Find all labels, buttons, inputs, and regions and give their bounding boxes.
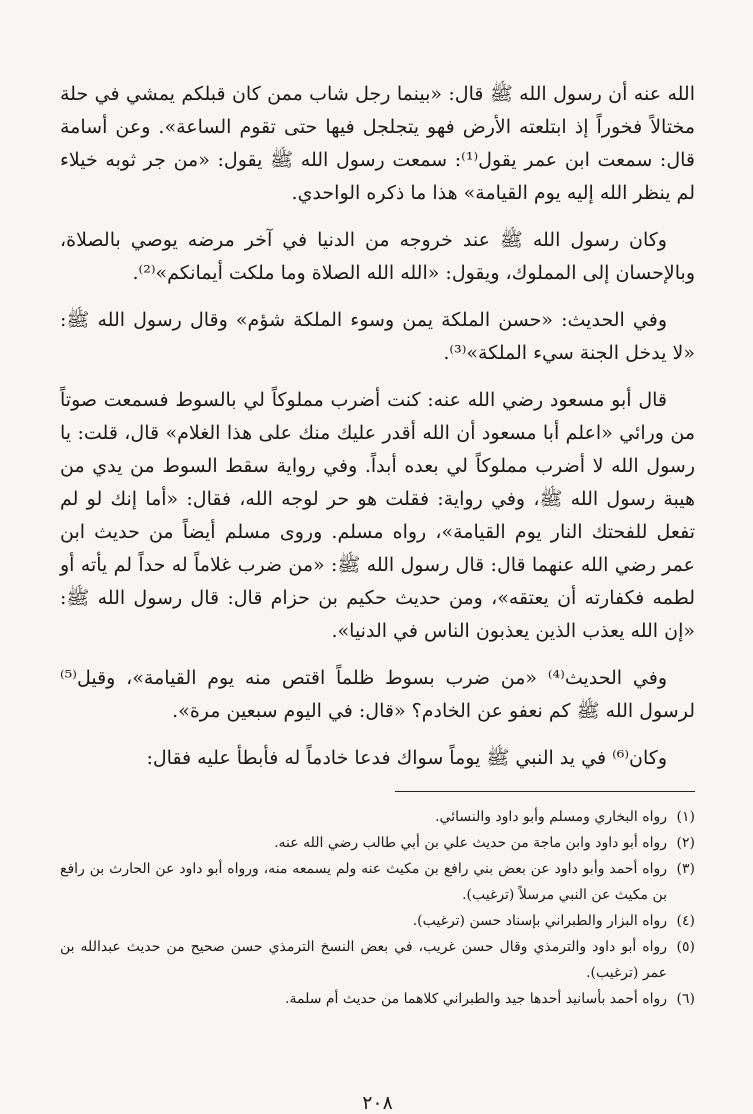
footnote-number: (٥) — [676, 939, 695, 955]
paragraph-2: وكان رسول الله ﷺ عند خروجه من الدنيا في آخر مرضه يوصي بالصلاة، وبالإحسان إلى المملوك، ويقول: «الله الله الصلاة وما ملكت أيمانكم»⁽²⁾. — [60, 229, 695, 284]
footnote-6 — [60, 986, 695, 1012]
main-text — [60, 78, 695, 775]
footnote-3 — [60, 856, 695, 908]
footnote-text: رواه أحمد وأبو داود عن بعض بني رافع بن مكيث عنه ولم يسمعه منه، ورواه أبو داود عن الحارث بن رافع بن مكيث عن النبي مرسلاً (ترغيب). — [60, 861, 667, 903]
footnote-text: رواه البزار والطبراني بإسناد حسن (ترغيب). — [412, 913, 667, 929]
footnote-5 — [60, 934, 695, 986]
page-number: ٢٠٨ — [362, 1092, 393, 1114]
footnote-number: (٦) — [676, 991, 695, 1007]
footnote-number: (٤) — [676, 913, 695, 929]
footnote-1 — [60, 804, 695, 830]
footnote-4 — [60, 908, 695, 934]
footnote-number: (٣) — [676, 861, 695, 877]
footnote-text: رواه البخاري ومسلم وأبو داود والنسائي. — [435, 809, 667, 825]
footnote-divider — [395, 791, 695, 792]
paragraph-3: وفي الحديث: «حسن الملكة يمن وسوء الملكة شؤم» وقال رسول الله ﷺ: «لا يدخل الجنة سيء الملكة»⁽³⁾. — [60, 309, 695, 364]
book-page — [60, 78, 696, 1114]
footnote-number: (٢) — [676, 835, 695, 851]
paragraph-6: وكان⁽⁶⁾ في يد النبي ﷺ يوماً سواك فدعا خادماً له فأبطأ عليه فقال: — [146, 747, 667, 769]
footnote-number: (١) — [676, 809, 695, 825]
footnote-text: رواه أبو داود وابن ماجة من حديث علي بن أبي طالب رضي الله عنه. — [274, 835, 667, 851]
paragraph-1: الله عنه أن رسول الله ﷺ قال: «بينما رجل شاب ممن كان قبلكم يمشي في حلة مختالاً فخوراً إذ ابتلعته الأرض فهو يتجلجل فيها حتى تقوم الساعة». وعن أسامة قال: سمعت ابن عمر يقول⁽¹⁾: سمعت رسول الله ﷺ يقول: «من جر ثوبه خيلاء لم ينظر الله إليه يوم القيامة» هذا ما ذكره الواحدي. — [60, 83, 696, 204]
footnote-text: رواه أحمد بأسانيد أحدها جيد والطبراني كلاهما من حديث أم سلمة. — [285, 991, 667, 1007]
footnote-text: رواه أبو داود والترمذي وقال حسن غريب، في بعض النسخ الترمذي حسن صحيح من حديث عبدالله بن عمر (ترغيب). — [60, 939, 667, 981]
paragraph-5: وفي الحديث⁽⁴⁾ «من ضرب بسوط ظلماً اقتص منه يوم القيامة»، وقيل⁽⁵⁾ لرسول الله ﷺ كم نعفو عن الخادم؟ «قال: في اليوم سبعين مرة». — [60, 667, 695, 722]
footnotes — [60, 804, 695, 1012]
paragraph-4: قال أبو مسعود رضي الله عنه: كنت أضرب مملوكاً لي بالسوط فسمعت صوتاً من ورائي «اعلم أبا مسعود أن الله أقدر عليك منك على هذا الغلام» قال، قلت: يا رسول الله لا أضرب مملوكاً لي بعده أبداً. وفي رواية سقط السوط من يدي من هيبة رسول الله ﷺ، وفي رواية: فقلت هو حر لوجه الله، فقال: «أما إنك لو لم تفعل للفحتك النار يوم القيامة»، رواه مسلم. وروى مسلم أيضاً من حديث ابن عمر رضي الله عنهما قال: قال رسول الله ﷺ: «من ضرب غلاماً له حداً لم يأته أو لطمه فكفارته أن يعتقه»، ومن حديث حكيم بن حزام قال: قال رسول الله ﷺ: «إن الله يعذب الذين يعذبون الناس في الدنيا». — [60, 389, 695, 642]
footnote-2 — [60, 830, 695, 856]
